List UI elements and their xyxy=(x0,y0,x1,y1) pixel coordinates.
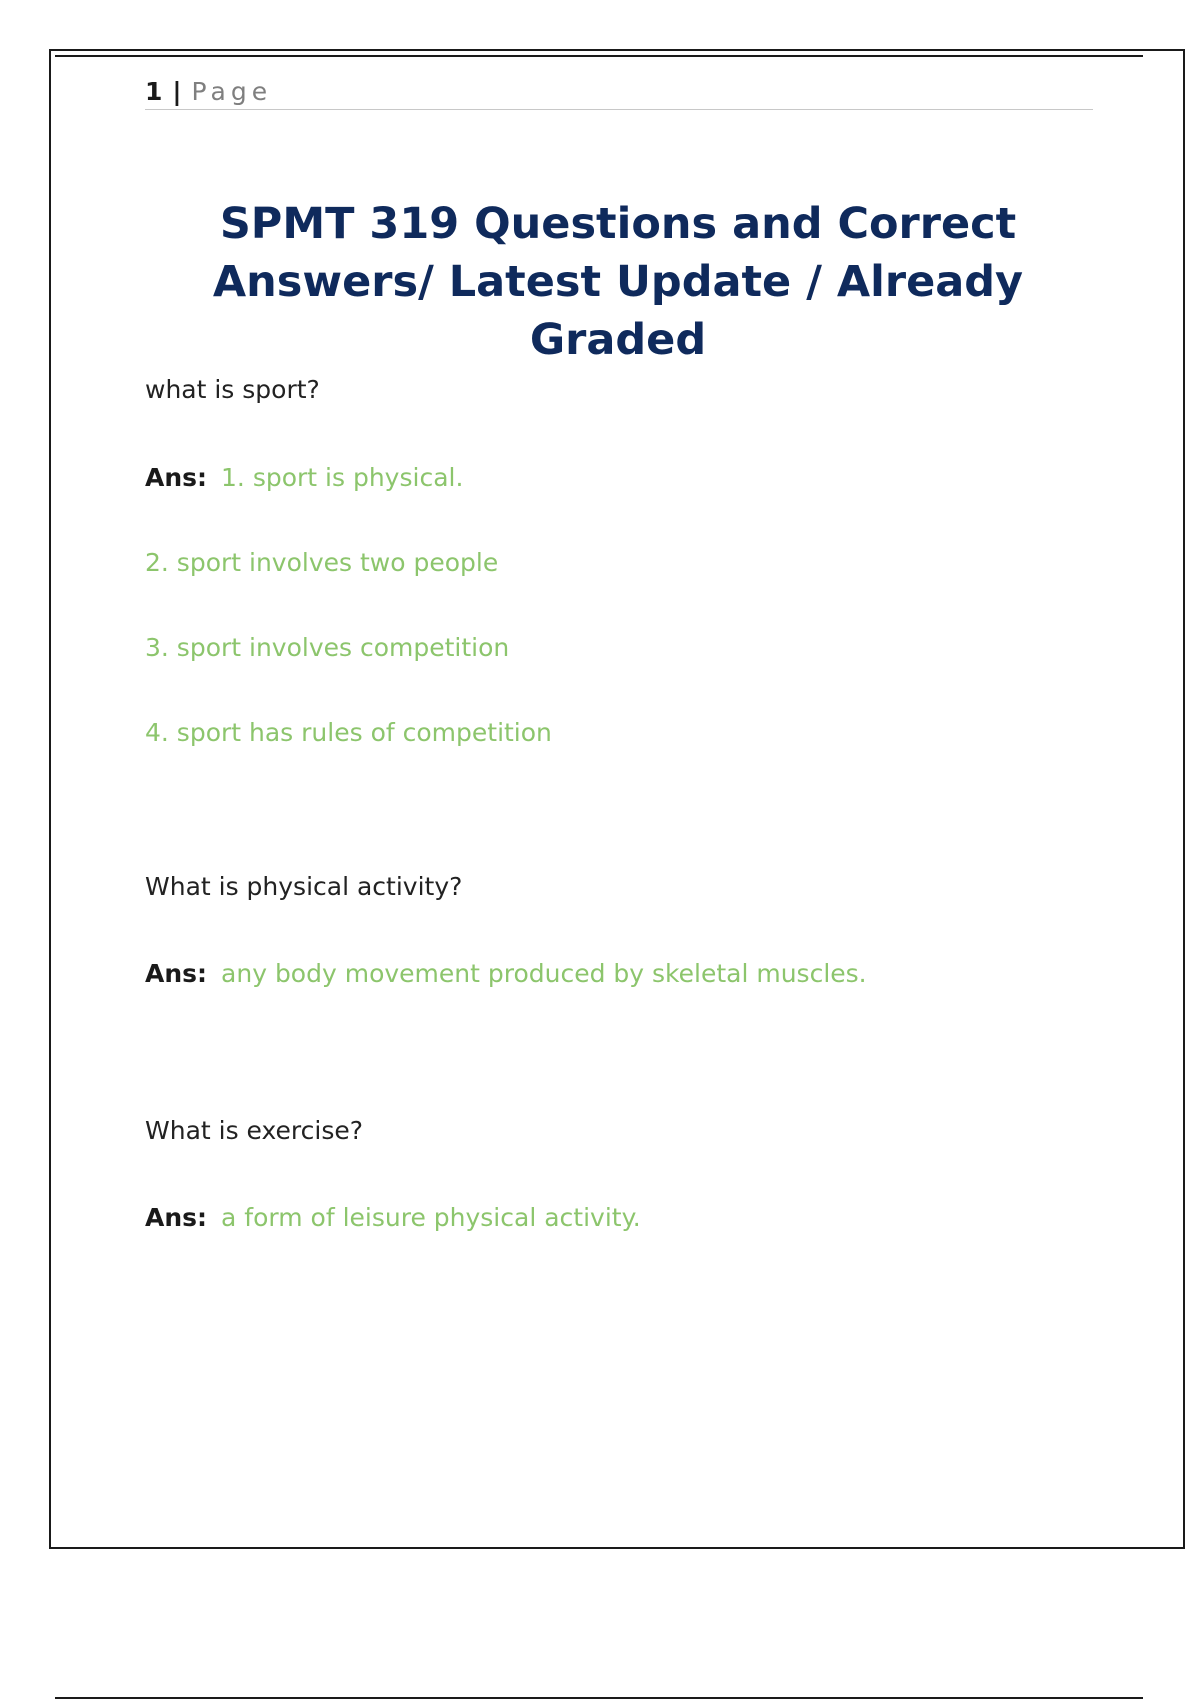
page-header xyxy=(145,74,1093,110)
answer-1-text-2: 2. sport involves two people xyxy=(145,548,499,577)
answer-1-text-1: 1. sport is physical. xyxy=(221,463,464,492)
ans-label: Ans: xyxy=(145,1203,208,1232)
answer-1-line-1 xyxy=(145,462,1145,494)
answer-1-text-4: 4. sport has rules of competition xyxy=(145,718,552,747)
next-page-top-rule xyxy=(55,1697,1143,1699)
answer-2-text-1: any body movement produced by skeletal muscles. xyxy=(221,959,867,988)
header-top-rule xyxy=(55,55,1143,57)
answer-3-line-1 xyxy=(145,1202,1145,1234)
ans-label: Ans: xyxy=(145,959,208,988)
document-title: SPMT 319 Questions and Correct Answers/ Latest Update / Already Graded xyxy=(212,199,1024,365)
answer-1-text-3: 3. sport involves competition xyxy=(145,633,510,662)
page-label: Page xyxy=(191,76,273,106)
question-2: What is physical activity? xyxy=(145,872,463,901)
answer-2-line-1 xyxy=(145,958,1145,990)
question-3: What is exercise? xyxy=(145,1116,363,1145)
answer-3-text-1: a form of leisure physical activity. xyxy=(221,1203,641,1232)
ans-label: Ans: xyxy=(145,463,208,492)
question-1: what is sport? xyxy=(145,375,320,404)
page-number: 1 xyxy=(145,76,163,106)
page-separator: | xyxy=(172,76,182,106)
